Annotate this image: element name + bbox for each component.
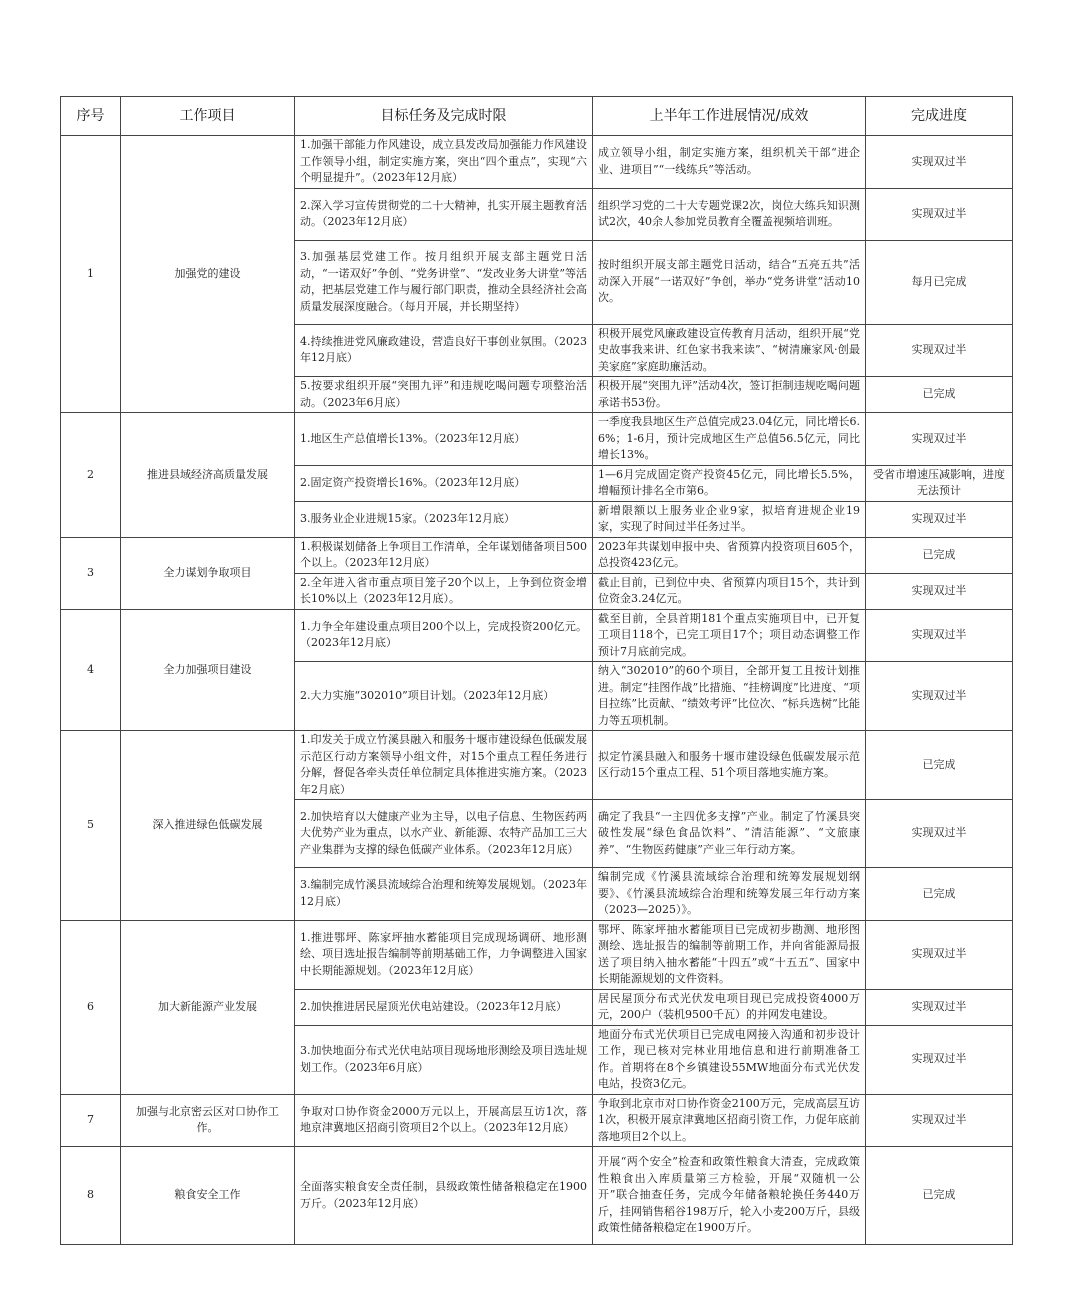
target-task-cell: 2.深入学习宣传贯彻党的二十大精神，扎实开展主题教育活动。（2023年12月底） <box>295 188 593 240</box>
progress-cell: 成立领导小组，制定实施方案，组织机关干部“进企业、进项目”“一线练兵”等活动。 <box>593 136 866 189</box>
work-project-cell: 加强与北京密云区对口协作工作。 <box>121 1094 295 1147</box>
header-serial-number: 序号 <box>61 97 121 136</box>
work-project-cell: 粮食安全工作 <box>121 1147 295 1245</box>
completion-status-cell: 已完成 <box>866 1147 1013 1245</box>
table-header-row <box>61 97 1013 136</box>
progress-cell: 新增限额以上服务业企业9家，拟培育进规企业19家，实现了时间过半任务过半。 <box>593 501 866 537</box>
serial-number-cell: 1 <box>61 136 121 413</box>
target-task-cell: 3.加强基层党建工作。按月组织开展支部主题党日活动，“一诺双好”争创、“党务讲堂”、“发改业务大讲堂”等活动，把基层党建工作与履行部门职责，推动全县经济社会高质量发展深度融合。（每月开展，并长期坚持） <box>295 240 593 324</box>
completion-status-cell: 已完成 <box>866 537 1013 573</box>
header-progress: 上半年工作进展情况/成效 <box>593 97 866 136</box>
target-task-cell: 1.力争全年建设重点项目200个以上，完成投资200亿元。（2023年12月底） <box>295 609 593 662</box>
table-row <box>61 731 1013 800</box>
work-project-cell: 推进县域经济高质量发展 <box>121 413 295 538</box>
progress-cell: 一季度我县地区生产总值完成23.04亿元，同比增长6.6%；1-6月，预计完成地区生产总值56.5亿元，同比增长13%。 <box>593 413 866 466</box>
target-task-cell: 1.加强干部能力作风建设，成立县发改局加强能力作风建设工作领导小组，制定实施方案，突出“四个重点”，实现“六个明显提升”。（2023年12月底） <box>295 136 593 189</box>
table-row <box>61 609 1013 662</box>
completion-status-cell: 实现双过半 <box>866 989 1013 1025</box>
progress-cell: 争取到北京市对口协作资金2100万元，完成高层互访1次，积极开展京津冀地区招商引资工作，力促年底前落地项目2个以上。 <box>593 1094 866 1147</box>
completion-status-cell: 受省市增速压减影响，进度无法预计 <box>866 465 1013 501</box>
target-task-cell: 4.持续推进党风廉政建设，营造良好干事创业氛围。（2023年12月底） <box>295 324 593 377</box>
target-task-cell: 2.加快推进居民屋顶光伏电站建设。（2023年12月底） <box>295 989 593 1025</box>
completion-status-cell: 实现双过半 <box>866 413 1013 466</box>
table-row <box>61 413 1013 466</box>
progress-cell: 积极开展党风廉政建设宣传教育月活动，组织开展“党史故事我来讲、红色家书我来读”、“树清廉家风·创最美家庭”家庭助廉活动。 <box>593 324 866 377</box>
work-project-cell: 全力谋划争取项目 <box>121 537 295 609</box>
target-task-cell: 3.加快地面分布式光伏电站项目现场地形测绘及项目选址规划工作。（2023年6月底） <box>295 1025 593 1094</box>
completion-status-cell: 实现双过半 <box>866 920 1013 989</box>
work-project-cell: 深入推进绿色低碳发展 <box>121 731 295 921</box>
table-body <box>61 136 1013 1245</box>
serial-number-cell: 3 <box>61 537 121 609</box>
work-progress-table <box>60 96 1013 1245</box>
completion-status-cell: 实现双过半 <box>866 800 1013 868</box>
progress-cell: 2023年共谋划申报中央、省预算内投资项目605个，总投资423亿元。 <box>593 537 866 573</box>
target-task-cell: 2.加快培育以大健康产业为主导，以电子信息、生物医药两大优势产业为重点，以水产业、新能源、农特产品加工三大产业集群为支撑的绿色低碳产业体系。（2023年12月底） <box>295 800 593 868</box>
completion-status-cell: 已完成 <box>866 731 1013 800</box>
serial-number-cell: 7 <box>61 1094 121 1147</box>
progress-cell: 1—6月完成固定资产投资45亿元，同比增长5.5%，增幅预计排名全市第6。 <box>593 465 866 501</box>
progress-cell: 确定了我县“一主四优多支撑”产业。制定了竹溪县突破性发展“绿色食品饮料”、“清洁能源”、“文旅康养”、“生物医药健康”产业三年行动方案。 <box>593 800 866 868</box>
work-project-cell: 全力加强项目建设 <box>121 609 295 731</box>
completion-status-cell: 每月已完成 <box>866 240 1013 324</box>
target-task-cell: 2.全年进入省市重点项目笼子20个以上，上争到位资金增长10%以上（2023年12月底）。 <box>295 573 593 609</box>
progress-cell: 组织学习党的二十大专题党课2次，岗位大练兵知识测试2次，40余人参加党员教育全覆盖视频培训班。 <box>593 188 866 240</box>
work-project-cell: 加大新能源产业发展 <box>121 920 295 1094</box>
table-row <box>61 920 1013 989</box>
completion-status-cell: 已完成 <box>866 377 1013 413</box>
table-row <box>61 1094 1013 1147</box>
target-task-cell: 5.按要求组织开展“突围九评”和违规吃喝问题专项整治活动。（2023年6月底） <box>295 377 593 413</box>
progress-cell: 截止目前，已到位中央、省预算内项目15个，共计到位资金3.24亿元。 <box>593 573 866 609</box>
completion-status-cell: 实现双过半 <box>866 1094 1013 1147</box>
completion-status-cell: 实现双过半 <box>866 1025 1013 1094</box>
progress-cell: 纳入“302010”的60个项目，全部开复工且按计划推进。制定“挂图作战”比措施、“挂榜调度”比进度、“项目拉练”比贡献、“绩效考评”比位次、“标兵选树”比能力等五项机制。 <box>593 662 866 731</box>
header-target-task: 目标任务及完成时限 <box>295 97 593 136</box>
completion-status-cell: 实现双过半 <box>866 324 1013 377</box>
target-task-cell: 2.固定资产投资增长16%。（2023年12月底） <box>295 465 593 501</box>
serial-number-cell: 5 <box>61 731 121 921</box>
target-task-cell: 1.积极谋划储备上争项目工作清单，全年谋划储备项目500个以上。（2023年12月底） <box>295 537 593 573</box>
serial-number-cell: 4 <box>61 609 121 731</box>
progress-cell: 按时组织开展支部主题党日活动，结合“五亮五共”活动深入开展“一诺双好”争创，举办“党务讲堂”活动10次。 <box>593 240 866 324</box>
target-task-cell: 1.地区生产总值增长13%。（2023年12月底） <box>295 413 593 466</box>
target-task-cell: 2.大力实施“302010”项目计划。（2023年12月底） <box>295 662 593 731</box>
header-work-project: 工作项目 <box>121 97 295 136</box>
target-task-cell: 3.编制完成竹溪县流域综合治理和统筹发展规划。（2023年12月底） <box>295 868 593 921</box>
completion-status-cell: 实现双过半 <box>866 501 1013 537</box>
serial-number-cell: 2 <box>61 413 121 538</box>
progress-cell: 编制完成《竹溪县流域综合治理和统筹发展规划纲要》、《竹溪县流域综合治理和统筹发展三年行动方案（2023—2025）》。 <box>593 868 866 921</box>
completion-status-cell: 实现双过半 <box>866 609 1013 662</box>
target-task-cell: 3.服务业企业进规15家。（2023年12月底） <box>295 501 593 537</box>
target-task-cell: 1.推进鄂坪、陈家坪抽水蓄能项目完成现场调研、地形测绘、项目选址报告编制等前期基础工作，力争调整进入国家中长期能源规划。（2023年12月底） <box>295 920 593 989</box>
progress-cell: 开展“两个安全”检查和政策性粮食大清查，完成政策性粮食出入库质量第三方检验，开展“双随机一公开”联合抽查任务，完成今年储备粮轮换任务440万斤，挂网销售稻谷198万斤，轮入小麦200万斤，县级政策性储备粮稳定在1900万斤。 <box>593 1147 866 1245</box>
progress-cell: 居民屋顶分布式光伏发电项目现已完成投资4000万元，200户（装机9500千瓦）的并网发电建设。 <box>593 989 866 1025</box>
completion-status-cell: 实现双过半 <box>866 136 1013 189</box>
table-row <box>61 1147 1013 1245</box>
progress-cell: 截至目前，全县首期181个重点实施项目中，已开复工项目118个，已完工项目17个；项目动态调整工作预计7月底前完成。 <box>593 609 866 662</box>
progress-cell: 拟定竹溪县融入和服务十堰市建设绿色低碳发展示范区行动15个重点工程、51个项目落地实施方案。 <box>593 731 866 800</box>
target-task-cell: 争取对口协作资金2000万元以上，开展高层互访1次，落地京津冀地区招商引资项目2个以上。（2023年12月底） <box>295 1094 593 1147</box>
completion-status-cell: 实现双过半 <box>866 573 1013 609</box>
completion-status-cell: 实现双过半 <box>866 188 1013 240</box>
completion-status-cell: 已完成 <box>866 868 1013 921</box>
progress-cell: 积极开展“突围九评”活动4次，签订拒制违规吃喝问题承诺书53份。 <box>593 377 866 413</box>
target-task-cell: 全面落实粮食安全责任制，县级政策性储备粮稳定在1900万斤。（2023年12月底） <box>295 1147 593 1245</box>
header-completion-status: 完成进度 <box>866 97 1013 136</box>
completion-status-cell: 实现双过半 <box>866 662 1013 731</box>
work-project-cell: 加强党的建设 <box>121 136 295 413</box>
progress-cell: 鄂坪、陈家坪抽水蓄能项目已完成初步勘测、地形图测绘、选址报告的编制等前期工作，并向省能源局报送了项目纳入抽水蓄能“十四五”或“十五五”、国家中长期能源规划的文件资料。 <box>593 920 866 989</box>
target-task-cell: 1.印发关于成立竹溪县融入和服务十堰市建设绿色低碳发展示范区行动方案领导小组文件，对15个重点工程任务进行分解，督促各牵头责任单位制定具体推进实施方案。（2023年2月底） <box>295 731 593 800</box>
table-row <box>61 537 1013 573</box>
table-row <box>61 136 1013 189</box>
serial-number-cell: 8 <box>61 1147 121 1245</box>
progress-cell: 地面分布式光伏项目已完成电网接入沟通和初步设计工作，现已核对完林业用地信息和进行前期准备工作。首期将在8个乡镇建设55MW地面分布式光伏发电站，投资3亿元。 <box>593 1025 866 1094</box>
serial-number-cell: 6 <box>61 920 121 1094</box>
